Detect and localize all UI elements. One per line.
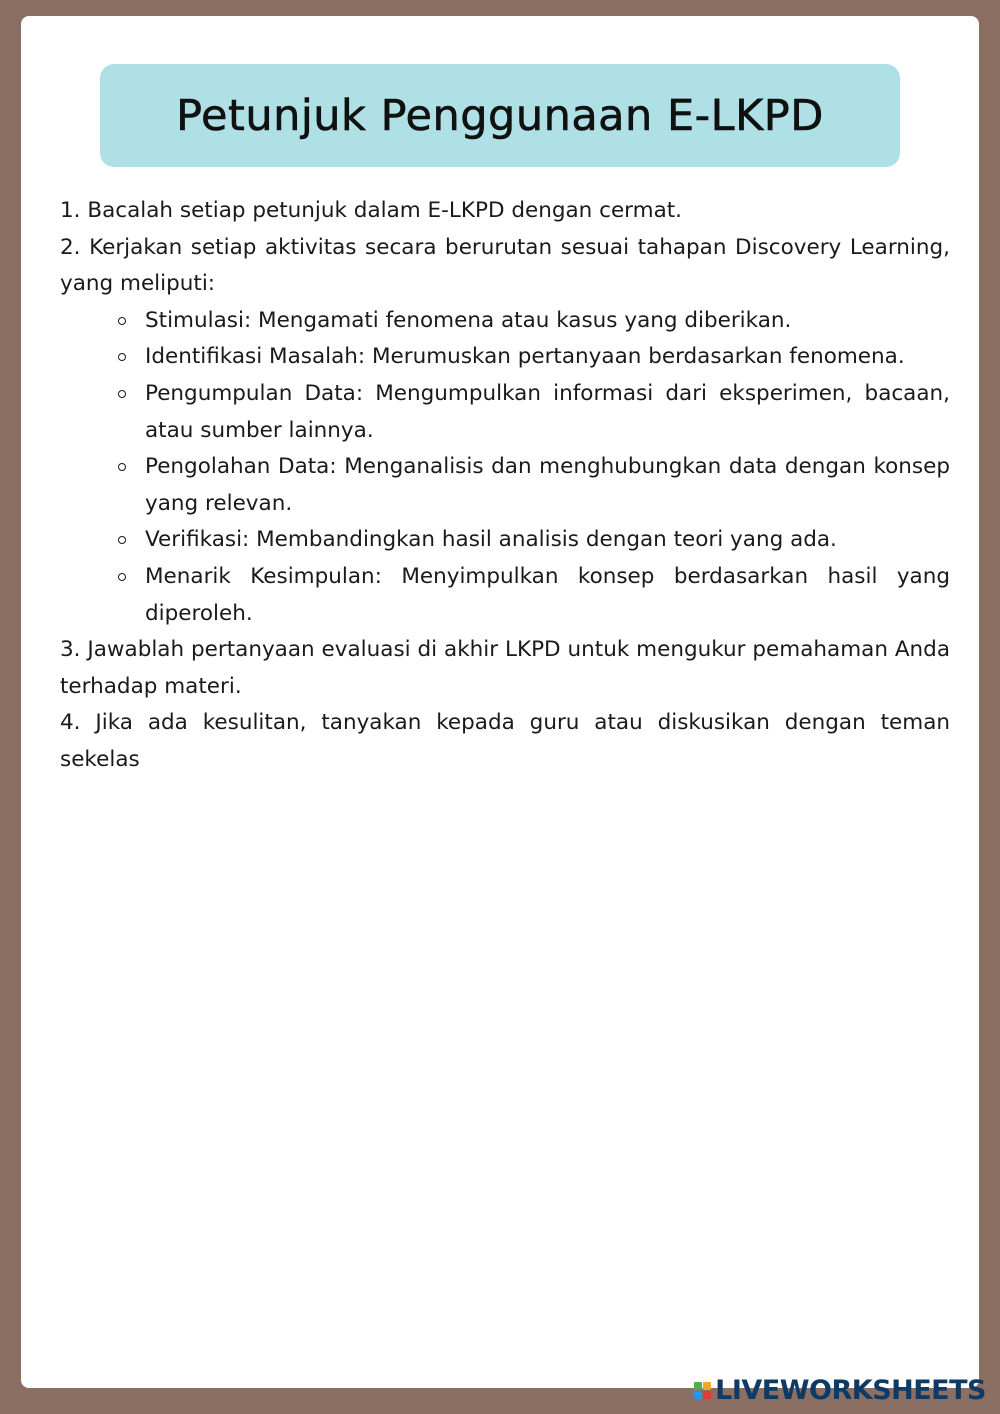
- page-title: Petunjuk Penggunaan E-LKPD: [176, 90, 824, 141]
- instruction-3: 3. Jawablah pertanyaan evaluasi di akhir LKPD untuk mengukur pemahaman Anda terhadap materi.: [60, 637, 950, 699]
- bullet-icon: [118, 317, 126, 325]
- liveworksheets-watermark: [694, 1375, 986, 1406]
- stage-item: [145, 339, 950, 376]
- stage-text: Verifikasi: Membandingkan hasil analisis dengan teori yang ada.: [145, 527, 837, 553]
- bullet-icon: [118, 390, 126, 398]
- bullet-icon: [118, 573, 126, 581]
- instructions: [60, 193, 950, 779]
- stage-text: Identifikasi Masalah: Merumuskan pertanyaan berdasarkan fenomena.: [145, 344, 905, 370]
- stage-item: [145, 303, 950, 340]
- bullet-icon: [118, 353, 126, 361]
- instruction-2: 2. Kerjakan setiap aktivitas secara berurutan sesuai tahapan Discovery Learning, yang meliputi:: [60, 234, 950, 297]
- stage-item: [145, 522, 950, 559]
- worksheet-page: [21, 16, 979, 1388]
- watermark-text: LIVEWORKSHEETS: [715, 1375, 986, 1406]
- liveworksheets-logo-icon: [694, 1382, 711, 1399]
- bullet-icon: [118, 463, 126, 471]
- instruction-1: 1. Bacalah setiap petunjuk dalam E-LKPD dengan cermat.: [60, 198, 683, 223]
- discovery-learning-stages: [60, 303, 950, 632]
- stage-text: Menarik Kesimpulan: Menyimpulkan konsep berdasarkan hasil yang diperoleh.: [145, 563, 950, 626]
- bullet-icon: [118, 536, 126, 544]
- title-banner: [100, 64, 900, 167]
- instruction-4: 4. Jika ada kesulitan, tanyakan kepada guru atau diskusikan dengan teman sekelas: [60, 710, 950, 772]
- stage-item: [145, 376, 950, 449]
- stage-text: Pengolahan Data: Menganalisis dan menghubungkan data dengan konsep yang relevan.: [145, 454, 950, 516]
- stage-item: [145, 449, 950, 522]
- stage-item: [145, 559, 950, 632]
- stage-text: Pengumpulan Data: Mengumpulkan informasi dari eksperimen, bacaan, atau sumber lainnya.: [145, 380, 950, 443]
- stage-text: Stimulasi: Mengamati fenomena atau kasus yang diberikan.: [145, 307, 792, 333]
